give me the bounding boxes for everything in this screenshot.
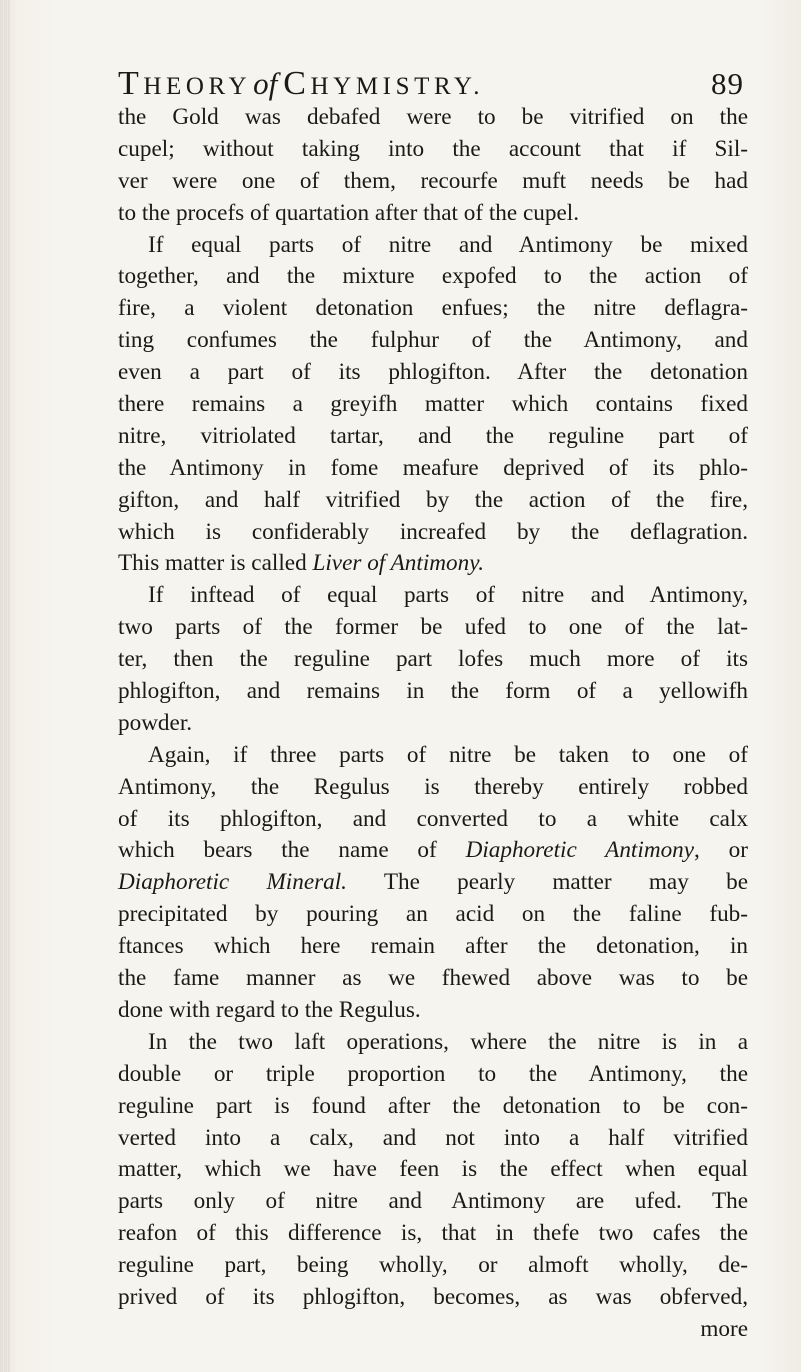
text-segment: done with regard to the Regulus. [118,996,421,1023]
text-segment: nitre, vitriolated tartar, and the reguline part of [118,422,748,449]
text-segment: reguline part, being wholly, or almoft wholly, de- [118,1252,748,1279]
text-line [118,325,748,357]
body-text [118,102,748,1346]
text-line [118,453,748,485]
text-segment: If equal parts of nitre and Antimony be mixed [148,231,748,258]
text-line [118,835,748,867]
text-segment: matter, which we have feen is the effect when equal [118,1156,748,1183]
text-segment: prived of its phlogifton, becomes, as was obferved, [118,1283,748,1310]
italic-term: Diaphoretic Mineral. [118,869,347,896]
text-line [118,1186,748,1218]
page-number: 89 [711,66,744,101]
text-segment: ver were one of them, recourfe muft needs be had [118,167,748,194]
text-segment: even a part of its phlogifton. After the detonation [118,359,748,386]
text-line [118,102,748,134]
text-line [118,995,748,1027]
text-line [118,1250,748,1282]
text-line [118,1154,748,1186]
text-line [118,1027,748,1059]
text-line [118,612,748,644]
running-title-of: of [253,66,278,101]
text-segment: more [700,1315,748,1342]
text-segment: double or triple proportion to the Antimony, the [118,1060,748,1087]
text-line [118,804,748,836]
text-line [118,230,748,262]
text-line [118,644,748,676]
text-segment: ting confumes the fulphur of the Antimony, and [118,327,748,354]
text-line [118,740,748,772]
text-line [118,931,748,963]
text-line [118,963,748,995]
text-segment: parts only of nitre and Antimony are ufed. The [118,1188,748,1215]
text-segment: In the two laft operations, where the nitre is in a [148,1028,748,1055]
text-segment: the fame manner as we fhewed above was to be [118,965,748,992]
text-segment: powder. [118,709,193,736]
text-line [118,166,748,198]
text-segment: Again, if three parts of nitre be taken to one of [148,741,748,768]
text-line [118,389,748,421]
text-segment: reguline part is found after the detonation to be con- [118,1092,748,1119]
text-segment: to the procefs of quartation after that of the cupel. [118,199,579,226]
text-line [118,899,748,931]
running-header [118,64,744,104]
text-line [118,1123,748,1155]
text-segment: ftances which here remain after the detonation, in [118,933,748,960]
text-segment: verted into a calx, and not into a half vitrified [118,1124,748,1151]
running-title [118,64,484,107]
text-line [118,261,748,293]
text-segment: The pearly matter may be [346,869,748,896]
text-segment: ter, then the reguline part lofes much more of its [118,646,748,673]
text-segment: of its phlogifton, and converted to a white calx [118,805,748,832]
text-segment: gifton, and half vitrified by the action of the fire, [118,486,748,513]
text-segment: together, and the mixture expofed to the action of [118,263,748,290]
text-line [118,198,748,230]
text-line [118,1282,748,1314]
text-segment: This matter is called [118,550,313,577]
text-line [118,485,748,517]
catchword [118,1314,748,1346]
text-segment: there remains a greyifh matter which contains fixed [118,391,748,418]
text-segment: which is confiderably increafed by the deflagration. [118,518,748,545]
text-segment: fire, a violent detonation enfues; the nitre deflagra- [118,295,748,322]
text-line [118,421,748,453]
text-segment: two parts of the former be ufed to one of the lat- [118,614,748,641]
text-segment: Antimony, the Regulus is thereby entirely robbed [118,773,748,800]
text-segment: the Antimony in fome meafure deprived of its phlo- [118,454,748,481]
text-line [118,867,748,899]
text-line [118,548,748,580]
running-title-chymistry: CHYMISTRY. [283,65,485,102]
text-segment: reafon of this difference is, that in thefe two cafes the [118,1220,748,1247]
text-line [118,772,748,804]
text-line [118,134,748,166]
text-line [118,676,748,708]
binding-edge [0,0,10,1372]
text-segment: cupel; without taking into the account that if Sil- [118,135,748,162]
text-segment: , or [694,837,748,864]
text-line [118,1091,748,1123]
running-title-theory: THEORY [118,65,252,102]
text-line [118,517,748,549]
text-line [118,293,748,325]
text-line [118,580,748,612]
text-line [118,708,748,740]
text-segment: If inftead of equal parts of nitre and Antimony, [148,582,748,609]
text-segment: which bears the name of [118,837,466,864]
italic-term: Diaphoretic Antimony [465,837,695,864]
text-segment: the Gold was debafed were to be vitrified on the [118,104,748,130]
text-line [118,357,748,389]
italic-term: Liver of Antimony. [312,550,485,577]
text-line [118,1218,748,1250]
text-segment: precipitated by pouring an acid on the faline fub- [118,901,748,928]
text-line [118,1059,748,1091]
text-segment: phlogifton, and remains in the form of a yellowifh [118,678,748,705]
